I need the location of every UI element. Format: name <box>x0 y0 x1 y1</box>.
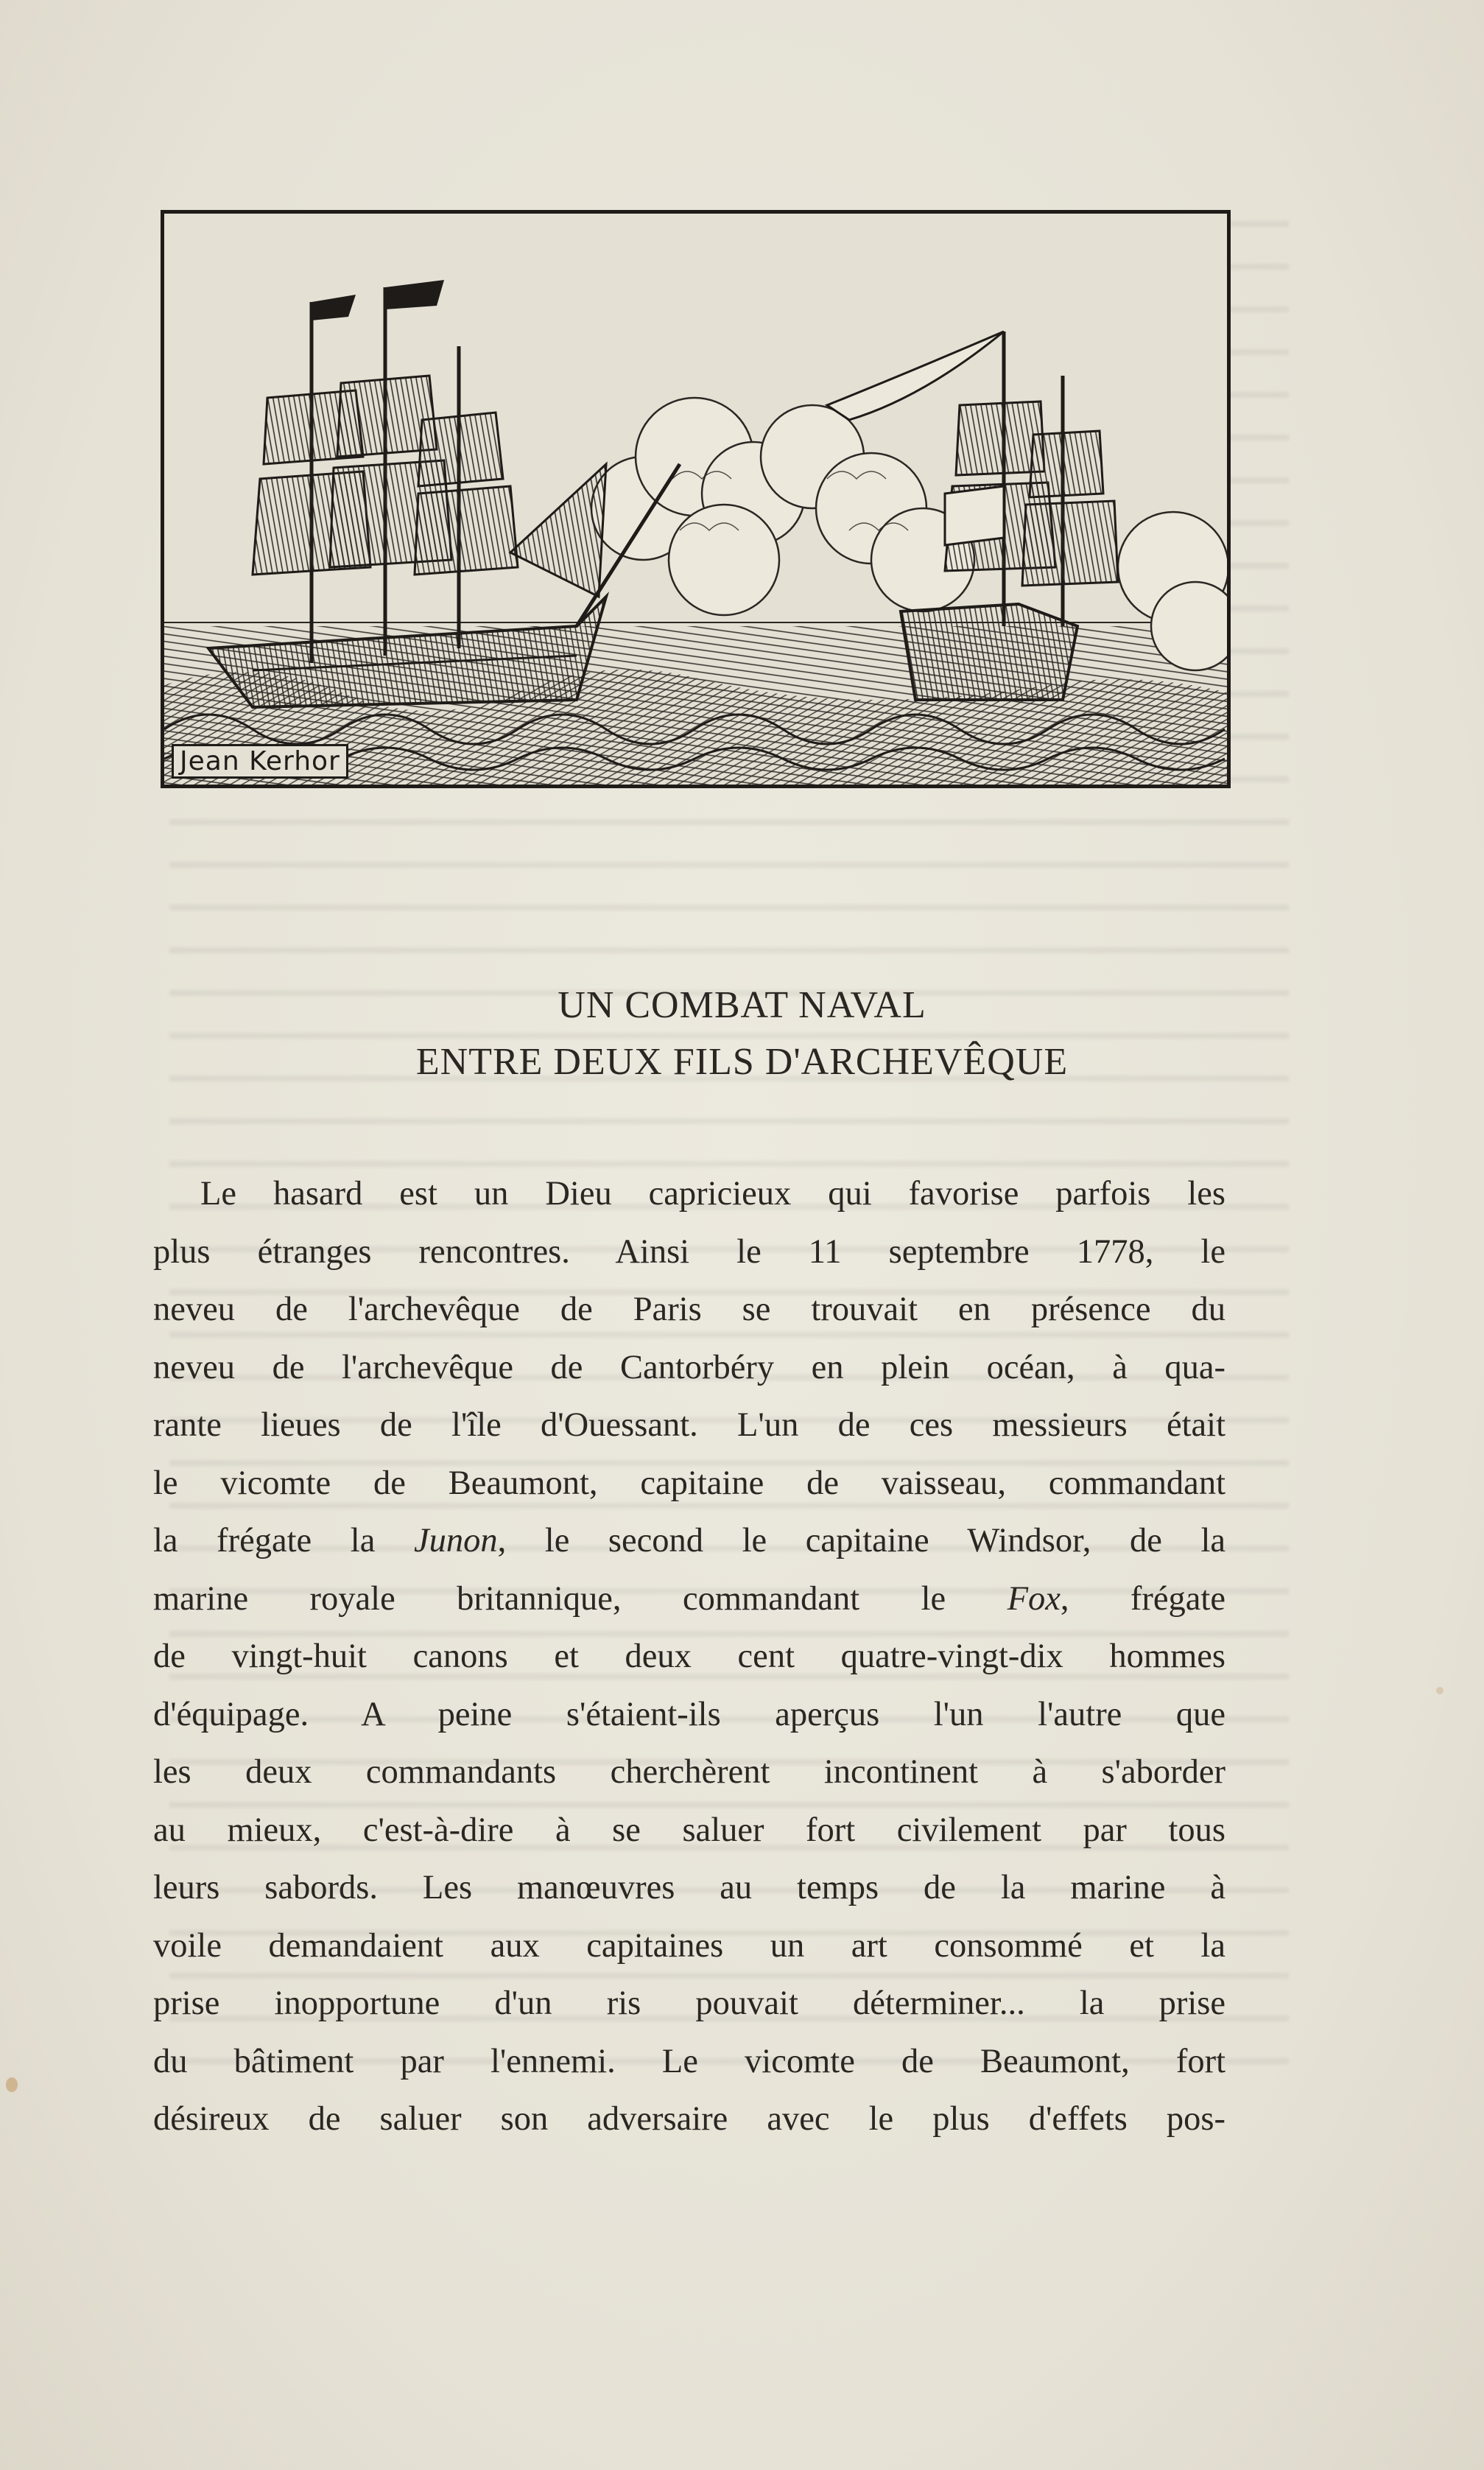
chapter-title-line2: ENTRE DEUX FILS D'ARCHEVÊQUE <box>415 1041 1069 1083</box>
text-line: Le hasard est un Dieu capricieux qui favorise parfois les <box>200 1175 1225 1213</box>
artist-signature: Jean Kerhor <box>172 744 348 779</box>
text-line: désireux de saluer son adversaire avec le plus d'effets pos- <box>153 2100 1225 2138</box>
paper-stain <box>6 2077 18 2092</box>
text-line <box>153 1571 1225 1629</box>
text-line: du bâtiment par l'ennemi. Le vicomte de Beaumont, fort <box>153 2042 1225 2080</box>
text-segment: marine royale britannique, commandant le <box>153 1579 1007 1618</box>
text-line: voile demandaient aux capitaines un art consommé et la <box>153 1926 1225 1965</box>
text-line: neveu de l'archevêque de Cantorbéry en plein océan, à qua- <box>153 1348 1225 1386</box>
text-line: neveu de l'archevêque de Paris se trouvait en présence du <box>153 1291 1225 1328</box>
text-segment: , frégate <box>1060 1579 1225 1618</box>
text-line: prise inopportune d'un ris pouvait déterminer... la prise <box>153 1985 1225 2022</box>
chapter-title-line1: UN COMBAT NAVAL <box>558 984 926 1026</box>
ship-name-fox: Fox <box>1007 1579 1061 1618</box>
text-segment: , le second le capitaine Windsor, de la <box>497 1522 1226 1559</box>
naval-battle-engraving <box>161 210 1231 788</box>
text-segment: la frégate la <box>153 1522 414 1559</box>
text-line <box>153 1512 1225 1571</box>
text-line: plus étranges rencontres. Ainsi le 11 septembre 1778, le <box>153 1232 1225 1271</box>
text-line: de vingt-huit canons et deux cent quatre-vingt-dix hommes <box>153 1638 1225 1675</box>
text-line: leurs sabords. Les manœuvres au temps de la marine à <box>153 1869 1225 1906</box>
ship-name-junon: Junon <box>413 1522 498 1559</box>
text-line: les deux commandants cherchèrent incontinent à s'aborder <box>153 1753 1225 1791</box>
engraving-drawing <box>164 214 1227 785</box>
text-line: au mieux, c'est-à-dire à se saluer fort civilement par tous <box>153 1811 1225 1849</box>
text-line: d'équipage. A peine s'étaient-ils aperçus l'un l'autre que <box>153 1695 1225 1733</box>
text-line: rante lieues de l'île d'Ouessant. L'un de ces messieurs était <box>153 1406 1225 1444</box>
body-text <box>153 1165 1225 2149</box>
paper-stain <box>1436 1687 1443 1694</box>
text-line: le vicomte de Beaumont, capitaine de vaisseau, commandant <box>153 1464 1225 1502</box>
